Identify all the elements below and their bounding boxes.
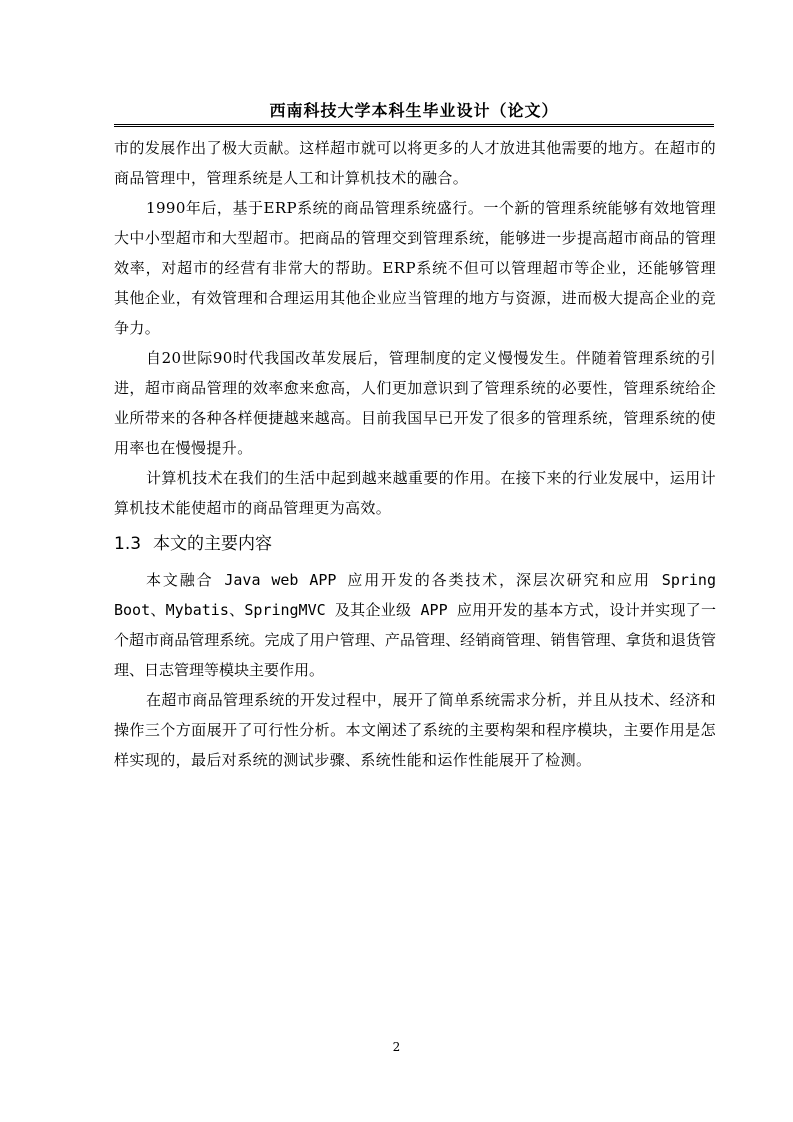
section-title: 本文的主要内容 (153, 534, 273, 554)
paragraph-continuation: 市的发展作出了极大贡献。这样超市就可以将更多的人才放进其他需要的地方。在超市的商品管理中，管理系统是人工和计算机技术的融合。 (114, 139, 716, 187)
paragraph-reform-development: 自20世际90时代我国改革发展后，管理制度的定义慢慢发生。伴随着管理系统的引进，超市商品管理的效率愈来愈高，人们更加意识到了管理系统的必要性，管理系统给企业所带来的各种各样便捷越来越高。目前我国早已开发了很多的管理系统，管理系统的使用率也在慢慢提升。 (114, 349, 716, 457)
page-number: 2 (392, 1040, 401, 1054)
paragraph-development-process: 在超市商品管理系统的开发过程中，展开了简单系统需求分析，并且从技术、经济和操作三个方面展开了可行性分析。本文阐述了系统的主要构架和程序模块，主要作用是怎样实现的，最后对系统的测试步骤、系统性能和运作性能展开了检测。 (114, 691, 716, 769)
page-header-title: 西南科技大学本科生毕业设计（论文） (269, 101, 559, 120)
paragraph-erp-history: 1990年后，基于ERP系统的商品管理系统盛行。一个新的管理系统能够有效地管理大中小型超市和大型超市。把商品的管理交到管理系统，能够进一步提高超市商品的管理效率，对超市的经营有非常大的帮助。ERP系统不但可以管理超市等企业，还能够管理其他企业，有效管理和合理运用其他企业应当管理的地方与资源，进而极大提高企业的竞争力。 (114, 199, 716, 337)
section-number: 1.3 (114, 534, 142, 554)
paragraph-computer-technology: 计算机技术在我们的生活中起到越来越重要的作用。在接下来的行业发展中，运用计算机技术能使超市的商品管理更为高效。 (114, 469, 716, 517)
page-body (114, 133, 716, 775)
section-heading (114, 527, 716, 561)
paragraph-main-content: 本文融合 Java web APP 应用开发的各类技术，深层次研究和应用 Spring Boot、Mybatis、SpringMVC 及其企业级 APP 应用开发的基本方式，设计并实现了一个超市商品管理系统。完成了用户管理、产品管理、经销商管理、销售管理、拿货和退货管理、日志管理等模块主要作用。 (114, 571, 716, 679)
header-rule (114, 124, 714, 127)
